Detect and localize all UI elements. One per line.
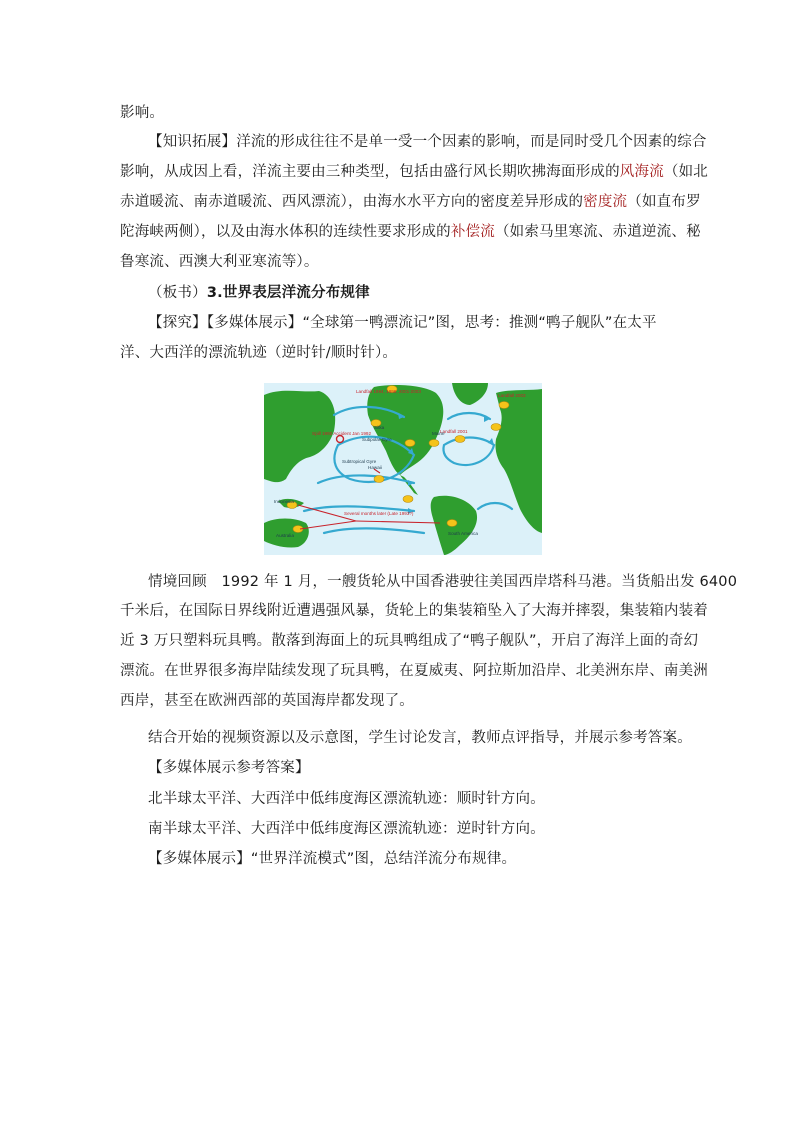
paragraph-line: 影响，从成因上看，洋流主要由三种类型，包括由盛行风长期吹拂海面形成的风海流（如北 [120, 164, 709, 180]
paragraph-line: 千米后，在国际日界线附近遭遇强风暴，货轮上的集装箱坠入了大海并摔裂，集装箱内装着 [120, 603, 708, 619]
hawaii-label: Hawaii [368, 465, 382, 470]
paragraph-line: 陀海峡两侧），以及由海水体积的连续性要求形成的补偿流（如索马里寒流、赤道逆流、秘 [120, 224, 701, 240]
svg-text:Hawaii [368, 465, 382, 470]
several-months-label: Several months later (Late 1993?) [344, 511, 414, 516]
paragraph-line: 赤道暖流、南赤道暖流、西风漂流），由海水水平方向的密度差异形成的密度流（如直布罗 [120, 194, 701, 210]
paragraph-line: 鲁寒流、西澳大利亚寒流等）。 [120, 254, 319, 270]
answer-south: 南半球太平洋、大西洋中低纬度海区漂流轨迹：逆时针方向。 [148, 821, 545, 837]
paragraph-line: 近 3 万只塑料玩具鸭。散落到海面上的玩具鸭组成了“鸭子舰队”，开启了海洋上面的奇幻 [120, 633, 699, 649]
scenario-review-line: 情境回顾 1992 年 1 月，一艘货轮从中国香港驶往美国西岸塔科马港。当货船出发 6400 [148, 574, 738, 590]
maine-label: Maine [432, 431, 445, 436]
paragraph-line: 西岸，甚至在欧洲西部的英国海岸都发现了。 [120, 693, 414, 709]
svg-text:Landfall 2003 [498, 393, 526, 398]
paragraph-line: 结合开始的视频资源以及示意图，学生讨论发言，教师点评指导，并展示参考答案。 [148, 730, 692, 746]
landfall-1994-label: Landfall 1994, 1996, 2001-2003 [356, 389, 421, 394]
highlight-term: 风海流 [619, 164, 664, 180]
svg-text:Landfall 1994, 1996, 2001-2003 [356, 389, 421, 394]
paragraph-line: 【探究】【多媒体展示】“全球第一鸭漂流记”图，思考：推测“鸭子舰队”在太平 [148, 315, 657, 331]
answer-north: 北半球太平洋、大西洋中低纬度海区漂流轨迹：顺时针方向。 [148, 791, 545, 807]
spill-label: Spill 1992 Accident Jan 1992 [312, 431, 371, 436]
reference-answer-heading: 【多媒体展示参考答案】 [148, 760, 310, 776]
svg-text:Indonesia [274, 499, 294, 504]
highlight-term: 密度流 [583, 194, 628, 210]
svg-text:Several months later (Late 199 [344, 511, 414, 516]
duck-drift-map [264, 383, 542, 555]
landfall-2001-label: Landfall 2001 [440, 429, 468, 434]
svg-text:Subpolar Gyre [362, 437, 392, 442]
paragraph-line: 漂流。在世界很多海岸陆续发现了玩具鸭，在夏威夷、阿拉斯加沿岸、北美洲东岸、南美洲 [120, 663, 708, 679]
subtropical-gyre-label: Subtropical Gyre [342, 459, 377, 464]
section-heading: （板书）3.世界表层洋流分布规律 [148, 285, 370, 301]
svg-text:Spill 1992 Accident Jan 1992 [312, 431, 371, 436]
svg-text:Australia [276, 533, 294, 538]
paragraph-line: 洋、大西洋的漂流轨迹（逆时针/顺时针）。 [120, 345, 398, 361]
highlight-term: 补偿流 [450, 224, 495, 240]
sitka-label: Sitka [374, 425, 385, 430]
svg-text:Maine [432, 431, 445, 436]
australia-label: Australia [276, 533, 294, 538]
svg-text:South America [448, 531, 478, 536]
indonesia-label: Indonesia [274, 499, 294, 504]
paragraph-line: 影响。 [120, 105, 165, 121]
subpolar-gyre-label: Subpolar Gyre [362, 437, 392, 442]
south-america-label: South America [448, 531, 478, 536]
svg-text:Subtropical Gyre [342, 459, 377, 464]
svg-text:Sitka [374, 425, 385, 430]
landfall-2003-label: Landfall 2003 [498, 393, 526, 398]
paragraph-line: 【多媒体展示】“世界洋流模式”图，总结洋流分布规律。 [148, 851, 517, 867]
knowledge-extension-line: 【知识拓展】洋流的形成往往不是单一受一个因素的影响，而是同时受几个因素的综合 [148, 134, 707, 150]
